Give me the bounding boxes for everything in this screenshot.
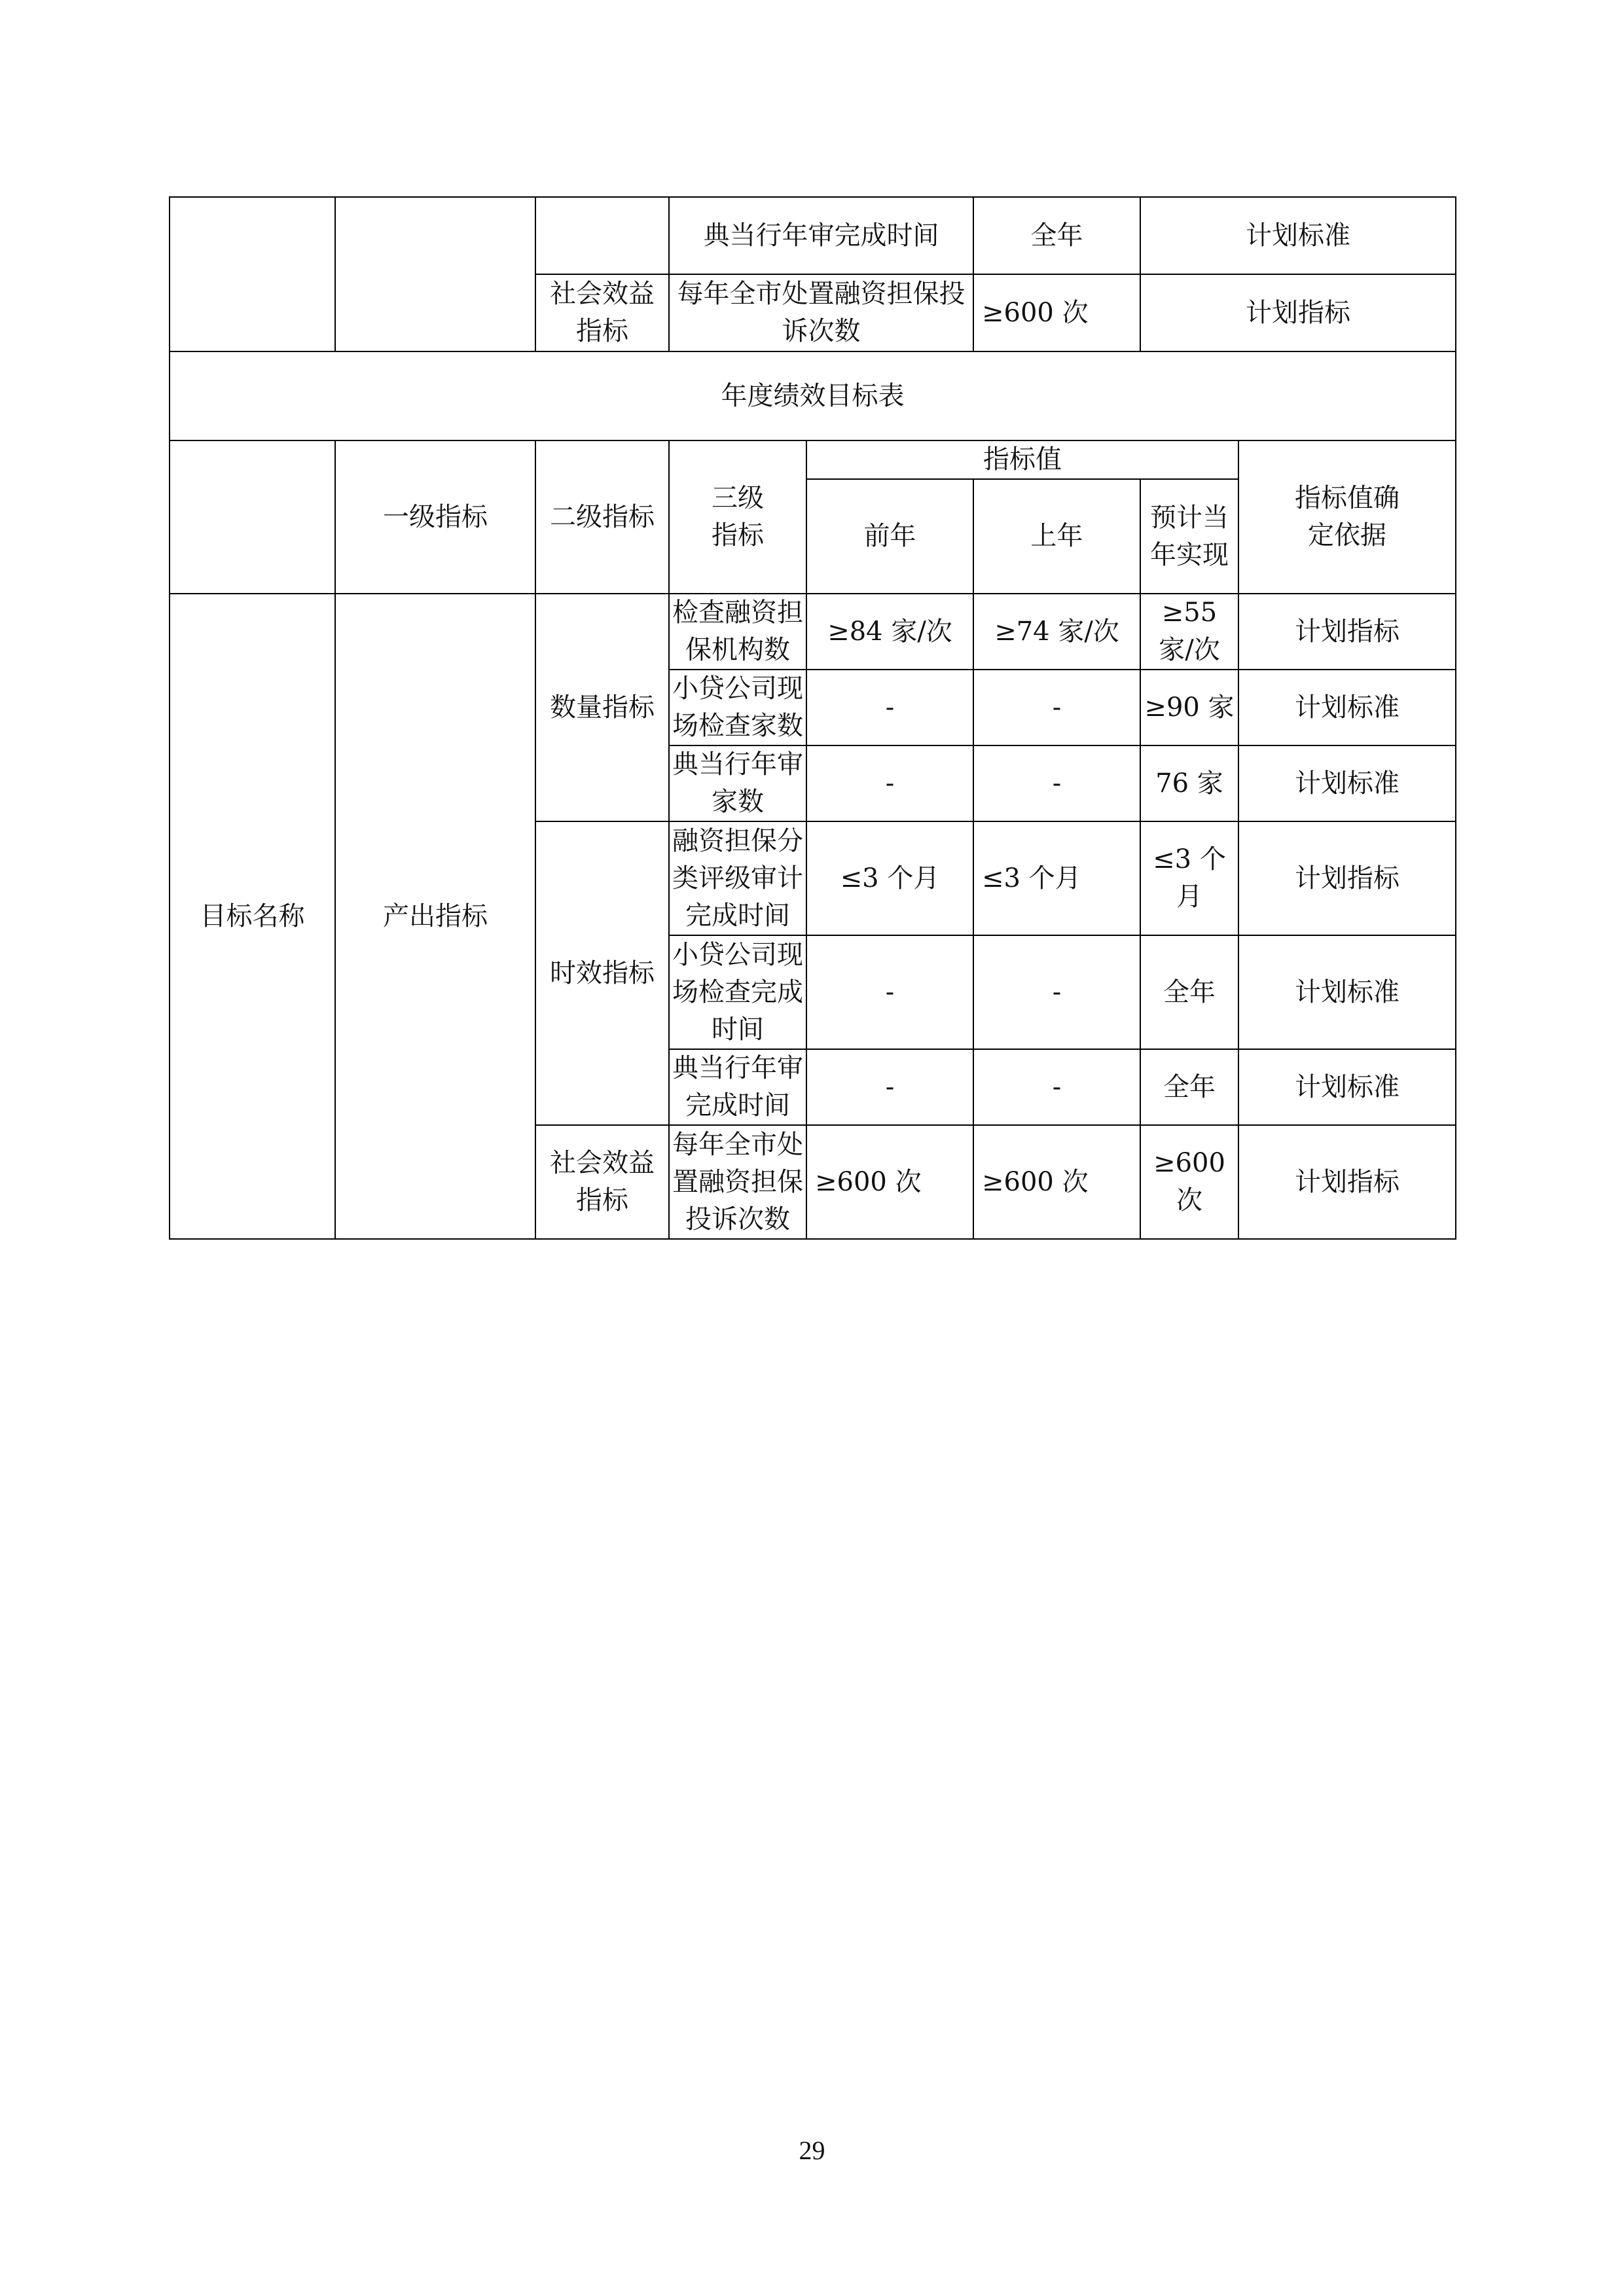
expected-cell: 全年 bbox=[1140, 935, 1238, 1049]
empty-cell bbox=[535, 197, 669, 274]
last-cell: - bbox=[973, 745, 1140, 821]
empty-cell bbox=[170, 197, 335, 351]
last-cell: ≥74 家/次 bbox=[973, 594, 1140, 670]
last-cell: - bbox=[973, 1049, 1140, 1125]
prev-cell: - bbox=[806, 1049, 973, 1125]
page-number: 29 bbox=[799, 2136, 825, 2165]
level3-cell: 检查融资担保机构数 bbox=[669, 594, 806, 670]
level3-cell: 小贷公司现场检查家数 bbox=[669, 670, 806, 745]
value-cell: ≥600 次 bbox=[973, 274, 1140, 351]
level3-cell: 每年全市处置融资担保投诉次数 bbox=[669, 274, 973, 351]
level3-cell: 小贷公司现场检查完成时间 bbox=[669, 935, 806, 1049]
last-cell: ≤3 个月 bbox=[973, 821, 1140, 935]
header-expected: 预计当年实现 bbox=[1140, 479, 1238, 594]
header-indicator-value: 指标值 bbox=[806, 440, 1238, 479]
basis-cell: 计划标准 bbox=[1238, 670, 1456, 745]
performance-table bbox=[169, 196, 1456, 1240]
expected-cell: 76 家 bbox=[1140, 745, 1238, 821]
empty-cell bbox=[335, 197, 535, 351]
level3-cell: 典当行年审家数 bbox=[669, 745, 806, 821]
header-level2: 二级指标 bbox=[535, 440, 669, 594]
expected-cell: ≤3 个月 bbox=[1140, 821, 1238, 935]
expected-cell: ≥600 次 bbox=[1140, 1125, 1238, 1239]
level2-cell: 社会效益指标 bbox=[535, 274, 669, 351]
basis-cell: 计划标准 bbox=[1140, 197, 1456, 274]
prev-cell: ≥600 次 bbox=[806, 1125, 973, 1239]
section-title: 年度绩效目标表 bbox=[170, 351, 1456, 440]
last-cell: - bbox=[973, 935, 1140, 1049]
prev-cell: ≥84 家/次 bbox=[806, 594, 973, 670]
header-level1: 一级指标 bbox=[335, 440, 535, 594]
last-cell: - bbox=[973, 670, 1140, 745]
level1-group: 产出指标 bbox=[335, 594, 535, 1239]
prev-cell: - bbox=[806, 935, 973, 1049]
basis-cell: 计划标准 bbox=[1238, 745, 1456, 821]
header-prev-year: 前年 bbox=[806, 479, 973, 594]
basis-cell: 计划指标 bbox=[1238, 594, 1456, 670]
target-name-cell: 目标名称 bbox=[170, 594, 335, 1239]
basis-cell: 计划指标 bbox=[1238, 1125, 1456, 1239]
last-cell: ≥600 次 bbox=[973, 1125, 1140, 1239]
table-row bbox=[170, 197, 1456, 274]
level2-group: 社会效益指标 bbox=[535, 1125, 669, 1239]
basis-cell: 计划标准 bbox=[1238, 1049, 1456, 1125]
prev-cell: - bbox=[806, 670, 973, 745]
target-name-cell bbox=[170, 440, 335, 594]
level3-cell: 每年全市处置融资担保投诉次数 bbox=[669, 1125, 806, 1239]
expected-cell: ≥55 家/次 bbox=[1140, 594, 1238, 670]
level3-cell: 典当行年审完成时间 bbox=[669, 197, 973, 274]
header-last-year: 上年 bbox=[973, 479, 1140, 594]
level2-group: 数量指标 bbox=[535, 594, 669, 821]
table-row bbox=[170, 351, 1456, 440]
basis-cell: 计划指标 bbox=[1140, 274, 1456, 351]
table-row bbox=[170, 594, 1456, 670]
expected-cell: 全年 bbox=[1140, 1049, 1238, 1125]
value-cell: 全年 bbox=[973, 197, 1140, 274]
header-row bbox=[170, 440, 1456, 479]
header-level3-text: 三级指标 bbox=[712, 483, 764, 550]
basis-cell: 计划指标 bbox=[1238, 821, 1456, 935]
header-basis bbox=[1238, 440, 1456, 594]
level2-group: 时效指标 bbox=[535, 821, 669, 1125]
level3-cell: 典当行年审完成时间 bbox=[669, 1049, 806, 1125]
expected-cell: ≥90 家 bbox=[1140, 670, 1238, 745]
header-level3 bbox=[669, 440, 806, 594]
basis-cell: 计划标准 bbox=[1238, 935, 1456, 1049]
level3-cell: 融资担保分类评级审计完成时间 bbox=[669, 821, 806, 935]
prev-cell: ≤3 个月 bbox=[806, 821, 973, 935]
prev-cell: - bbox=[806, 745, 973, 821]
header-basis-text: 指标值确定依据 bbox=[1295, 483, 1399, 550]
